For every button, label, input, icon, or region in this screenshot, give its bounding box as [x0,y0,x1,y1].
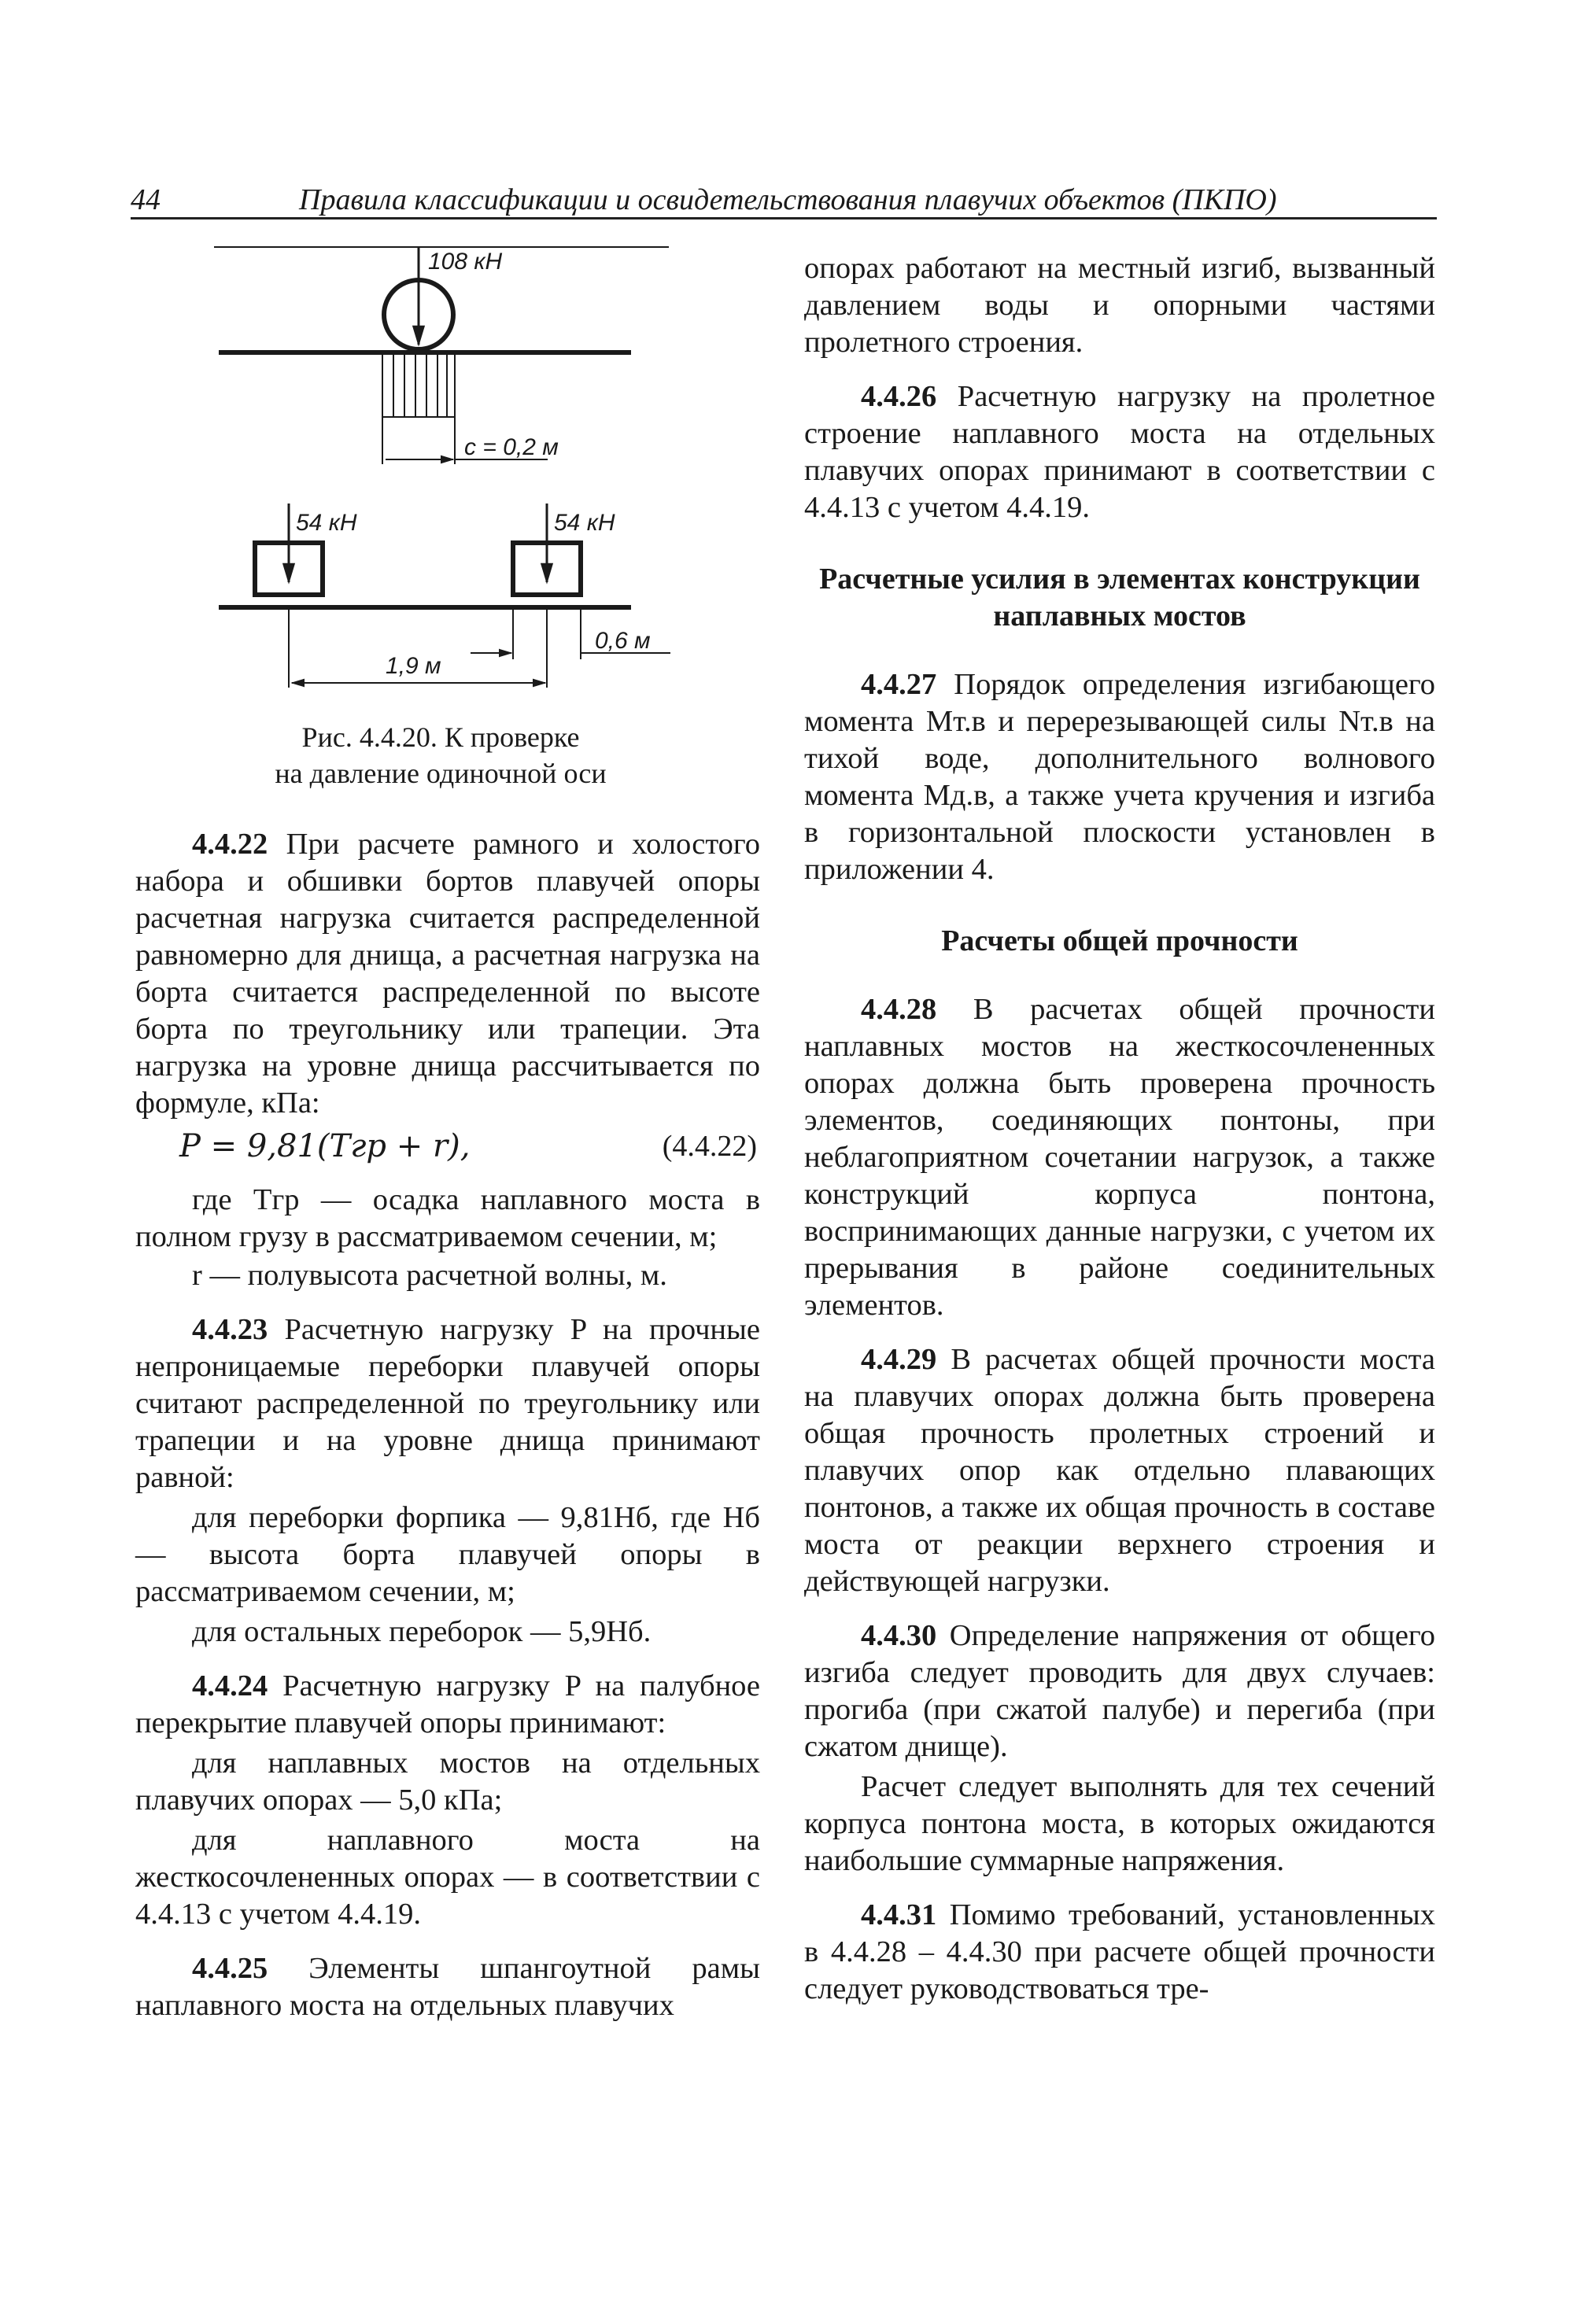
paragraph-4-4-27 [804,666,1435,888]
paragraph-text: Помимо требований, установленных в 4.4.28 – 4.4.30 при расчете общей прочности следует руководствоваться тре- [804,1898,1435,2005]
clause-number: 4.4.31 [861,1898,937,1931]
clause-number: 4.4.25 [192,1952,268,1985]
label-load-top: 108 кН [428,249,503,275]
paragraph-item: для остальных переборок — 5,9Hб. [192,1615,652,1648]
paragraph-text: В расчетах общей прочности моста на плавучих опорах должна быть проверена общая прочность пролетных строений и плавучих опор как отдельно плавающих понтонов, а также их общая прочность в составе моста от реакции верхнего строения и действующей нагрузки. [804,1343,1435,1598]
paragraph-4-4-22 [135,826,760,1122]
where-item: где Tгр — осадка наплавного моста в полном грузу в рассматриваемом сечении, м; [135,1183,760,1253]
page-header [131,179,1437,219]
paragraph-text: При расчете рамного и холостого набора и обшивки бортов плавучей опоры расчетная нагрузка считается распределенной равномерно для днища, а расчетная нагрузка на борта считается распределенной по высоте борта по треугольнику или трапеции. Эта нагрузка на уровне днища рассчитывается по формуле, кПа: [135,828,760,1120]
clause-number: 4.4.23 [192,1313,268,1346]
paragraph-continuation: опорах работают на местный изгиб, вызванный давлением воды и опорными частями пролетного строения. [804,252,1435,359]
paragraph-item: для наплавного моста на жесткосочлененных опорах — в соответствии с 4.4.13 с учетом 4.4.19. [135,1824,760,1931]
where-item: r — полувысота расчетной волны, м. [192,1259,667,1292]
figure-caption-line-1: Рис. 4.4.20. К проверке [301,721,580,753]
figure-single-axle-diagram [214,236,686,802]
formula-4-4-22 [135,1125,760,1171]
label-axle-distance: 1,9 м [386,653,441,679]
paragraph-4-4-30 [804,1618,1435,1765]
paragraph-4-4-26 [804,378,1435,526]
paragraph-item: Расчет следует выполнять для тех сечений корпуса понтона моста, в которых ожидаются наибольшие суммарные напряжения. [804,1770,1435,1877]
label-load-right: 54 кН [554,510,615,536]
right-column [804,250,1435,2025]
paragraph-4-4-28 [804,991,1435,1324]
paragraph-4-4-25 [135,1950,760,2024]
paragraph-item: для наплавных мостов на отдельных плавучих опорах — 5,0 кПа; [135,1747,760,1817]
section-heading: Расчеты общей прочности [941,924,1298,957]
figure-caption-line-2: на давление одиночной оси [275,758,607,789]
clause-number: 4.4.30 [861,1619,937,1652]
clause-number: 4.4.28 [861,993,937,1026]
clause-number: 4.4.27 [861,668,937,701]
paragraph-4-4-31 [804,1897,1435,2008]
paragraph-text: Расчетную нагрузку на пролетное строение наплавного моста на отдельных плавучих опорах принимают в соответствии с 4.4.13 с учетом 4.4.19. [804,380,1435,524]
label-load-left: 54 кН [296,510,357,536]
paragraph-4-4-23 [135,1311,760,1496]
running-title: Правила классификации и освидетельствования плавучих объектов (ПКПО) [299,183,1277,216]
paragraph-item: для переборки форпика — 9,81Hб, где Hб — высота борта плавучей опоры в рассматриваемом сечении, м; [135,1501,760,1608]
clause-number: 4.4.26 [861,380,937,413]
clause-number: 4.4.29 [861,1343,937,1376]
paragraph-text: Порядок определения изгибающего момента Mт.в и перерезывающей силы Nт.в на тихой воде, дополнительного волнового момента Mд.в, а также учета кручения и изгиба в горизонтальной плоскости установлен в приложении 4. [804,668,1435,886]
paragraph-text: Расчетную нагрузку P на палубное перекрытие плавучей опоры принимают: [135,1669,760,1739]
label-support-width: 0,6 м [595,628,651,654]
section-heading: Расчетные усилия в элементах конструкции наплавных мостов [819,563,1420,633]
paragraph-text: Определение напряжения от общего изгиба следует проводить для двух случаев: прогиба (при сжатой палубе) и перегиба (при сжатом днище). [804,1619,1435,1763]
paragraph-text: Расчетную нагрузку P на прочные непроницаемые переборки плавучей опоры считают распределенной по треугольнику или трапеции и на уровне днища принимают равной: [135,1313,760,1494]
clause-number: 4.4.22 [192,828,268,861]
formula-expression: P = 9,81(Tгр + r), [179,1128,471,1164]
page-number: 44 [131,183,161,216]
paragraph-4-4-29 [804,1341,1435,1600]
figure-caption [205,719,677,791]
paragraph-text: В расчетах общей прочности наплавных мостов на жесткосочлененных опорах должна быть проверена прочность элементов, соединяющих понтоны, при неблагоприятном сочетании нагрузок, а также конструкций корпуса понтона, воспринимающих данные нагрузки, с учетом их прерывания в районе соединительных элементов. [804,993,1435,1322]
formula-number: (4.4.22) [662,1130,757,1163]
clause-number: 4.4.24 [192,1669,268,1702]
label-contact-width: c = 0,2 м [464,434,559,460]
paragraph-4-4-24 [135,1668,760,1742]
left-column [135,826,760,2042]
paragraph-text: Элементы шпангоутной рамы наплавного моста на отдельных плавучих [135,1952,760,2022]
